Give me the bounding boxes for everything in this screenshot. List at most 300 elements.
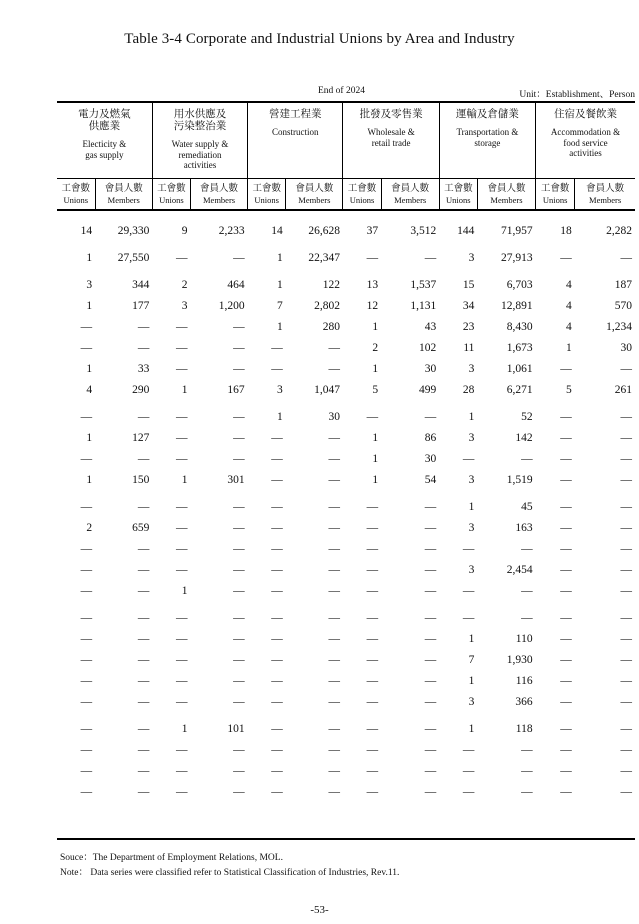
unions-cell: 1: [468, 723, 475, 735]
table-body: [57, 210, 635, 803]
unions-cell: —: [271, 522, 283, 534]
unions-cell: —: [366, 564, 379, 576]
members-cell: —: [521, 453, 533, 465]
unions-cell: —: [560, 522, 572, 534]
members-cell: —: [620, 585, 632, 597]
unions-cell: 13: [366, 279, 379, 291]
unions-cell: —: [271, 612, 283, 624]
members-cell: —: [328, 453, 340, 465]
table-row: [57, 401, 635, 428]
subheader-en: Members: [490, 194, 523, 205]
industry-name-zh: 運輸及倉儲業: [455, 108, 519, 120]
industry-name-en: Water supply & remediation activities: [171, 139, 229, 170]
members-cell: 1,200: [218, 300, 245, 312]
unions-cell: 15: [462, 279, 475, 291]
members-cell: 177: [132, 300, 150, 312]
unions-cell: 28: [462, 384, 475, 396]
members-cell: —: [424, 612, 437, 624]
members-cell: —: [328, 765, 340, 777]
unions-cell: 1: [468, 675, 475, 687]
unions-cell: 1: [468, 501, 475, 513]
table-row: [57, 428, 635, 449]
members-cell: —: [424, 411, 437, 423]
unions-cell: 3: [468, 363, 475, 375]
members-cell: 163: [515, 522, 533, 534]
unions-cell: —: [271, 786, 283, 798]
unions-cell: 1: [86, 300, 93, 312]
unions-cell: 1: [181, 723, 188, 735]
industry-header: [343, 102, 439, 179]
members-cell: 2,233: [218, 225, 245, 237]
unions-cell: —: [80, 564, 93, 576]
members-cell: —: [137, 411, 150, 423]
unions-cell: —: [462, 786, 475, 798]
members-cell: —: [233, 363, 245, 375]
members-cell: 43: [424, 321, 437, 333]
members-cell: 659: [132, 522, 150, 534]
unions-cell: —: [80, 696, 93, 708]
union-table: [57, 101, 635, 803]
unions-cell: —: [175, 696, 188, 708]
members-cell: —: [521, 786, 533, 798]
source-note: Souce：The Department of Employment Relations, MOL.: [60, 853, 283, 863]
unions-cell: —: [80, 342, 93, 354]
unions-cell: 4: [86, 384, 93, 396]
members-cell: —: [233, 543, 245, 555]
members-cell: 280: [322, 321, 340, 333]
members-cell: —: [328, 723, 340, 735]
members-cell: —: [424, 522, 437, 534]
unions-cell: —: [80, 501, 93, 513]
members-cell: —: [328, 744, 340, 756]
members-cell: —: [328, 633, 340, 645]
members-cell: —: [424, 744, 437, 756]
unions-cell: —: [366, 252, 379, 264]
members-cell: —: [137, 696, 150, 708]
subheader-en: Unions: [446, 194, 471, 205]
members-cell: —: [424, 564, 437, 576]
unions-cell: —: [80, 675, 93, 687]
members-subheader: [575, 179, 635, 211]
unions-cell: 7: [468, 654, 475, 666]
unions-cell: —: [366, 585, 379, 597]
unions-cell: 2: [86, 522, 93, 534]
unions-cell: 18: [560, 225, 572, 237]
table-row: [57, 761, 635, 782]
members-cell: —: [620, 522, 632, 534]
members-cell: —: [328, 675, 340, 687]
members-subheader: [381, 179, 439, 211]
unions-cell: —: [80, 654, 93, 666]
table-row: [57, 242, 635, 269]
unions-cell: —: [560, 501, 572, 513]
unions-cell: 1: [468, 633, 475, 645]
industry-name-en: Wholesale & retail trade: [367, 127, 415, 148]
members-cell: —: [233, 321, 245, 333]
members-cell: 570: [614, 300, 632, 312]
members-cell: —: [328, 786, 340, 798]
industry-name-zh: 批發及零售業: [359, 108, 423, 120]
unions-cell: 23: [462, 321, 475, 333]
unions-cell: 14: [271, 225, 283, 237]
subheader-zh: 會員人數: [391, 182, 430, 194]
members-cell: —: [521, 543, 533, 555]
members-cell: —: [620, 474, 632, 486]
members-subheader: [95, 179, 152, 211]
members-cell: —: [233, 675, 245, 687]
members-cell: —: [620, 696, 632, 708]
sub-header-row: [57, 179, 635, 211]
subheader-en: Unions: [63, 194, 89, 205]
subheader-en: Members: [589, 194, 622, 205]
unions-cell: —: [560, 744, 572, 756]
members-cell: —: [620, 252, 632, 264]
unions-cell: —: [560, 585, 572, 597]
unions-cell: —: [560, 411, 572, 423]
subheader-en: Unions: [254, 194, 279, 205]
unions-cell: —: [271, 432, 283, 444]
unions-subheader: [248, 179, 286, 211]
unions-cell: —: [175, 363, 188, 375]
members-cell: —: [620, 543, 632, 555]
unions-cell: —: [271, 501, 283, 513]
members-cell: 2,282: [606, 225, 632, 237]
table-row: [57, 359, 635, 380]
table-row: [57, 470, 635, 491]
members-cell: 101: [227, 723, 245, 735]
unions-cell: —: [175, 564, 188, 576]
unions-cell: —: [271, 342, 283, 354]
unions-cell: —: [175, 411, 188, 423]
members-cell: —: [233, 633, 245, 645]
members-cell: —: [521, 744, 533, 756]
members-cell: —: [424, 543, 437, 555]
members-cell: 33: [137, 363, 150, 375]
unions-cell: —: [560, 252, 572, 264]
members-cell: 118: [515, 723, 533, 735]
unions-cell: 2: [372, 342, 379, 354]
unions-cell: 3: [468, 564, 475, 576]
members-cell: 27,550: [117, 252, 150, 264]
members-cell: 150: [132, 474, 150, 486]
subheader-zh: 會員人數: [586, 182, 625, 194]
unions-cell: —: [366, 543, 379, 555]
unions-cell: —: [560, 633, 572, 645]
members-cell: —: [620, 363, 632, 375]
industry-name-zh: 住宿及餐飲業: [554, 108, 618, 120]
members-cell: —: [620, 612, 632, 624]
subheader-zh: 工會數: [347, 182, 377, 194]
members-cell: —: [620, 633, 632, 645]
unions-cell: —: [80, 786, 93, 798]
members-cell: 1,234: [606, 321, 632, 333]
unions-cell: —: [560, 612, 572, 624]
bottom-rule: [57, 838, 635, 840]
unions-cell: —: [175, 633, 188, 645]
subheader-zh: 工會數: [540, 182, 570, 194]
members-cell: 1,047: [314, 384, 340, 396]
unions-cell: —: [271, 474, 283, 486]
industry-name-en: Electicity & gas supply: [82, 139, 127, 160]
table-row: [57, 581, 635, 602]
industry-name-en: Accommodation & food service activities: [550, 127, 621, 158]
members-cell: 366: [515, 696, 533, 708]
unions-cell: —: [560, 363, 572, 375]
industry-header: [439, 102, 535, 179]
table-row: [57, 380, 635, 401]
members-cell: —: [424, 252, 437, 264]
members-cell: 6,271: [506, 384, 533, 396]
table-row: [57, 296, 635, 317]
unions-cell: —: [175, 522, 188, 534]
table-row: [57, 317, 635, 338]
unions-cell: 144: [457, 225, 475, 237]
members-cell: 464: [227, 279, 245, 291]
unions-cell: —: [560, 765, 572, 777]
members-cell: —: [137, 654, 150, 666]
industry-header-row: [57, 102, 635, 179]
subheader-en: Unions: [349, 194, 375, 205]
unions-cell: —: [366, 522, 379, 534]
unions-cell: —: [175, 543, 188, 555]
members-cell: 1,537: [410, 279, 437, 291]
members-cell: 142: [515, 432, 533, 444]
industry-name-zh: 用水供應及 污染整治業: [173, 108, 227, 132]
table-row: [57, 491, 635, 518]
members-cell: —: [620, 786, 632, 798]
table-row: [57, 692, 635, 713]
unions-cell: —: [462, 453, 475, 465]
unions-cell: —: [560, 474, 572, 486]
members-cell: —: [137, 675, 150, 687]
unions-cell: —: [366, 786, 379, 798]
members-cell: —: [137, 723, 150, 735]
unions-subheader: [57, 179, 95, 211]
members-cell: 30: [620, 342, 632, 354]
unions-cell: —: [462, 585, 475, 597]
members-cell: 1,930: [506, 654, 533, 666]
members-cell: —: [328, 474, 340, 486]
subheader-zh: 工會數: [252, 182, 281, 194]
unions-cell: —: [175, 432, 188, 444]
unions-cell: —: [462, 612, 475, 624]
unions-cell: —: [271, 654, 283, 666]
members-cell: —: [521, 765, 533, 777]
unions-cell: —: [560, 696, 572, 708]
table-row: [57, 713, 635, 740]
unions-cell: —: [366, 723, 379, 735]
unions-cell: —: [271, 585, 283, 597]
members-cell: 26,628: [308, 225, 340, 237]
unions-cell: 1: [277, 252, 283, 264]
unions-cell: 1: [372, 432, 379, 444]
members-cell: —: [521, 612, 533, 624]
members-cell: —: [521, 585, 533, 597]
members-cell: —: [137, 744, 150, 756]
members-cell: 45: [521, 501, 533, 513]
members-cell: —: [233, 696, 245, 708]
members-cell: —: [620, 564, 632, 576]
unions-cell: —: [80, 453, 93, 465]
members-cell: 122: [322, 279, 340, 291]
members-cell: —: [233, 564, 245, 576]
unions-cell: —: [175, 675, 188, 687]
members-cell: —: [620, 765, 632, 777]
unions-cell: 1: [565, 342, 572, 354]
subheader-zh: 會員人數: [200, 182, 239, 194]
unions-cell: —: [462, 543, 475, 555]
members-cell: —: [328, 654, 340, 666]
unions-cell: —: [80, 633, 93, 645]
unions-cell: —: [175, 342, 188, 354]
unions-cell: —: [462, 765, 475, 777]
unions-cell: 4: [565, 300, 572, 312]
members-cell: —: [424, 696, 437, 708]
unions-cell: 1: [277, 279, 283, 291]
members-cell: 2,802: [314, 300, 340, 312]
members-cell: 1,673: [506, 342, 533, 354]
subheader-zh: 會員人數: [487, 182, 526, 194]
unions-cell: 1: [468, 411, 475, 423]
members-cell: —: [328, 564, 340, 576]
members-cell: 499: [419, 384, 437, 396]
members-cell: —: [137, 786, 150, 798]
members-cell: —: [233, 342, 245, 354]
members-cell: —: [620, 744, 632, 756]
unions-cell: 1: [86, 252, 93, 264]
unions-cell: —: [366, 744, 379, 756]
unions-cell: —: [560, 543, 572, 555]
table-row: [57, 338, 635, 359]
industry-header: [536, 102, 635, 179]
table-row: [57, 210, 635, 242]
unions-cell: —: [271, 633, 283, 645]
table-row: [57, 671, 635, 692]
table-row: [57, 602, 635, 629]
unions-cell: —: [560, 723, 572, 735]
unions-cell: 1: [181, 384, 188, 396]
members-cell: 86: [424, 432, 437, 444]
members-cell: 261: [614, 384, 632, 396]
members-cell: 71,957: [500, 225, 533, 237]
unions-cell: —: [560, 675, 572, 687]
unions-cell: —: [175, 744, 188, 756]
members-cell: 12,891: [500, 300, 533, 312]
unions-cell: —: [80, 543, 93, 555]
unions-cell: —: [271, 453, 283, 465]
members-cell: —: [233, 411, 245, 423]
unions-cell: 3: [468, 474, 475, 486]
members-cell: —: [233, 522, 245, 534]
unions-cell: —: [175, 321, 188, 333]
unions-cell: —: [175, 654, 188, 666]
members-cell: 301: [227, 474, 245, 486]
table-row: [57, 782, 635, 803]
unions-cell: —: [271, 543, 283, 555]
unions-cell: —: [560, 432, 572, 444]
unions-cell: 3: [277, 384, 283, 396]
unions-cell: —: [366, 612, 379, 624]
table-row: [57, 539, 635, 560]
unions-cell: 14: [80, 225, 93, 237]
subheader-zh: 工會數: [444, 182, 473, 194]
unions-cell: —: [366, 675, 379, 687]
members-subheader: [286, 179, 343, 211]
members-cell: 30: [424, 453, 437, 465]
members-cell: —: [137, 585, 150, 597]
members-cell: —: [328, 501, 340, 513]
members-cell: 344: [132, 279, 150, 291]
unions-cell: 3: [468, 696, 475, 708]
unions-cell: —: [80, 723, 93, 735]
members-cell: —: [424, 675, 437, 687]
subheader-en: Unions: [542, 194, 568, 205]
industry-header: [57, 102, 152, 179]
members-cell: 52: [521, 411, 533, 423]
unions-cell: —: [366, 765, 379, 777]
members-cell: —: [328, 585, 340, 597]
members-cell: —: [328, 363, 340, 375]
unions-cell: 3: [86, 279, 93, 291]
members-cell: —: [233, 786, 245, 798]
unions-cell: 34: [462, 300, 475, 312]
members-cell: —: [233, 585, 245, 597]
members-cell: —: [137, 612, 150, 624]
unions-subheader: [343, 179, 381, 211]
members-cell: —: [137, 453, 150, 465]
members-cell: 30: [424, 363, 437, 375]
unions-cell: 11: [463, 342, 475, 354]
members-cell: —: [233, 654, 245, 666]
members-cell: 30: [328, 411, 340, 423]
members-cell: —: [424, 501, 437, 513]
classification-note: Note： Data series were classified refer to Statistical Classification of Industries, Rev.11.: [60, 868, 400, 878]
subheader-zh: 會員人數: [104, 182, 143, 194]
members-cell: —: [620, 723, 632, 735]
members-cell: —: [424, 633, 437, 645]
unions-cell: —: [366, 654, 379, 666]
unions-cell: 1: [277, 411, 283, 423]
members-cell: 54: [424, 474, 437, 486]
members-cell: 2,454: [506, 564, 533, 576]
subheader-en: Unions: [159, 194, 184, 205]
unions-cell: —: [271, 765, 283, 777]
unions-cell: 3: [181, 300, 188, 312]
members-cell: 1,131: [410, 300, 437, 312]
unions-cell: —: [80, 321, 93, 333]
members-cell: —: [137, 543, 150, 555]
unions-cell: —: [560, 786, 572, 798]
unions-cell: 1: [181, 585, 188, 597]
unions-cell: —: [366, 501, 379, 513]
unions-cell: —: [175, 612, 188, 624]
end-of-date: End of 2024: [318, 86, 365, 96]
members-cell: —: [424, 723, 437, 735]
members-cell: 127: [132, 432, 150, 444]
members-cell: 167: [227, 384, 245, 396]
members-cell: 6,703: [506, 279, 533, 291]
industry-name-zh: 電力及燃氣 供應業: [78, 108, 131, 132]
members-cell: —: [424, 654, 437, 666]
members-cell: —: [233, 501, 245, 513]
members-cell: —: [137, 765, 150, 777]
members-cell: —: [233, 744, 245, 756]
members-cell: —: [328, 432, 340, 444]
subheader-en: Members: [202, 194, 236, 205]
subheader-zh: 工會數: [61, 182, 91, 194]
members-cell: —: [137, 633, 150, 645]
members-cell: —: [424, 765, 437, 777]
